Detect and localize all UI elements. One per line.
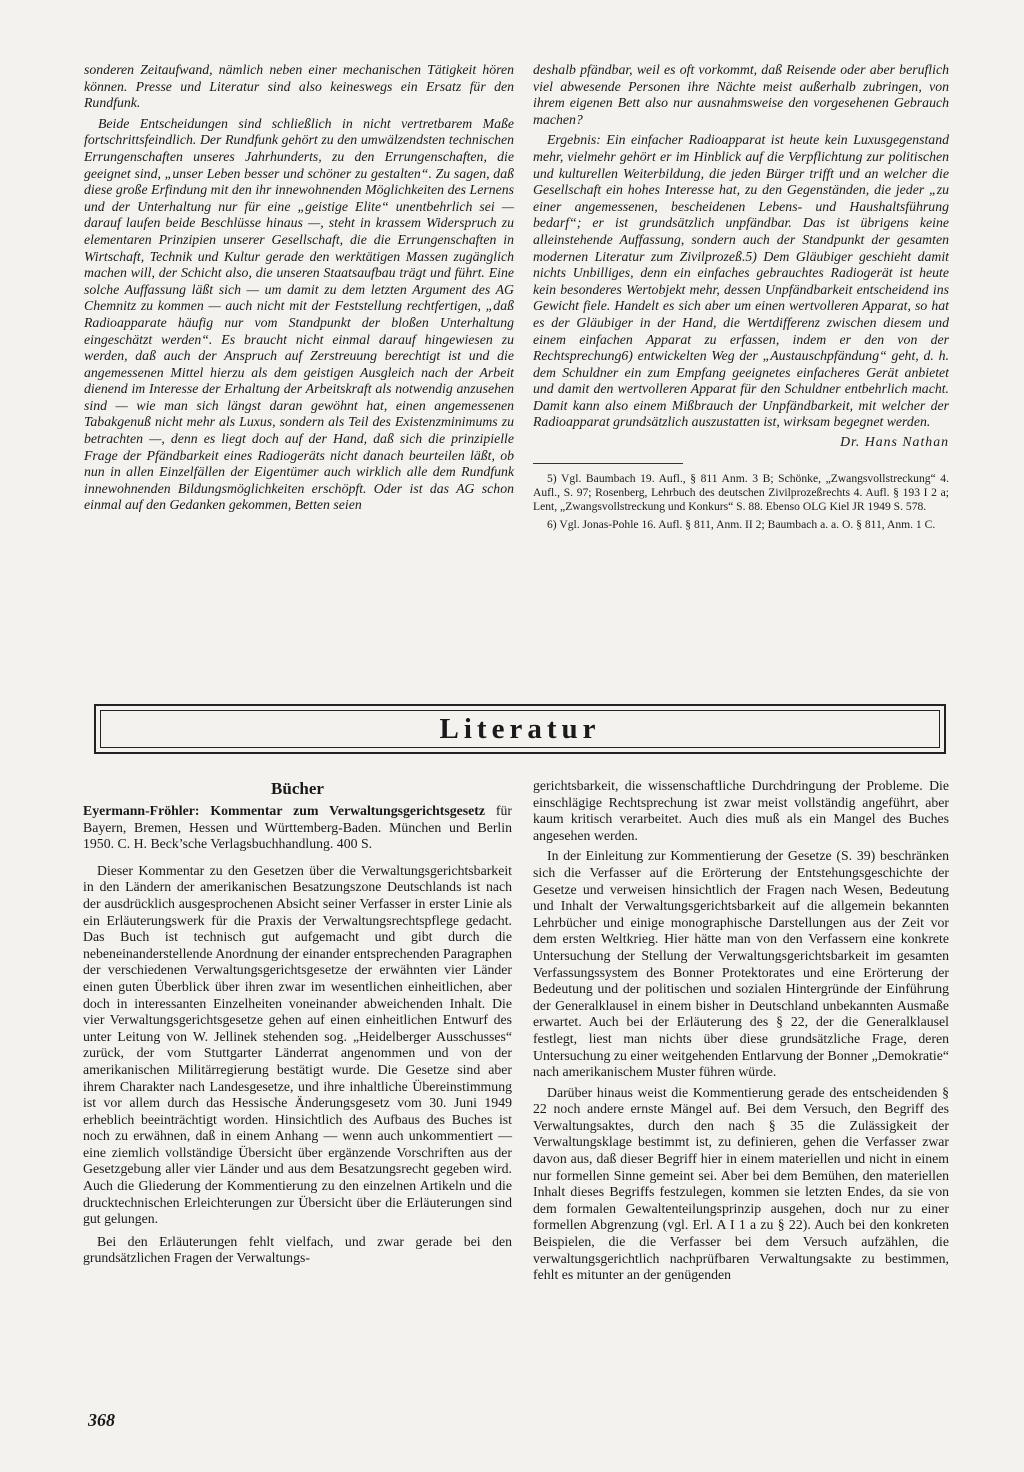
- book-title: Eyermann-Fröhler: Kommentar zum Verwaltungsgerichtsgesetz: [83, 803, 485, 818]
- column-right-bottom: [533, 778, 949, 1284]
- paragraph: sonderen Zeitaufwand, nämlich neben einer mechanischen Tätigkeit hören können. Presse und Literatur sind also keineswegs ein Ersatz für den Rundfunk.: [84, 62, 514, 111]
- section-banner: [94, 704, 946, 754]
- banner-inner-frame: [100, 710, 940, 748]
- section-title: Literatur: [439, 712, 601, 745]
- paragraph: gerichtsbarkeit, die wissenschaftliche Durchdringung der Probleme. Die einschlägige Rechtsprechung ist zwar meist vollständig angeführt, aber kaum kritisch verarbeitet. Auch dies muß als ein Mangel des Buches angesehen werden.: [533, 778, 949, 843]
- book-reference: [83, 803, 512, 853]
- footnote-6: 6) Vgl. Jonas-Pohle 16. Aufl. § 811, Anm. II 2; Baumbach a. a. O. § 811, Anm. 1 C.: [547, 517, 936, 531]
- page-number: 368: [88, 1410, 115, 1430]
- paragraph: Dieser Kommentar zu den Gesetzen über die Verwaltungsgerichtsbarkeit in den Ländern der amerikanischen Besatzungszone Deutschlands ist nach der ausdrücklich ausgesprochenen Absicht seiner Verfasser in erster Linie als ein Erläuterungswerk für die Praxis der Verwaltungsrechtspflege gedacht. Das Buch ist technisch gut aufgemacht und gibt durch die nebeneinanderstellende Anordnung der einander entsprechenden Paragraphen der verschiedenen Verwaltungsgerichtsgesetze der erwähnten vier Länder einen guten Überblick über ihren zwar im wesentlichen einheitlichen, aber doch in interessanten Einzelheiten voneinander abweichenden Inhalt. Die vier Verwaltungsgerichtsgesetze gehen auf einen einheitlichen Entwurf des unter Leitung von W. Jellinek stehenden sog. „Heidelberger Ausschusses“ zurück, der vom Stuttgarter Länderrat angenommen und von der amerikanischen Militärregierung bestätigt wurde. Die Gesetze sind aber ihrem Charakter nach Landesgesetze, und ihre inhaltliche Übereinstimmung ist vor allem durch das Hessische Änderungsgesetz vom 30. Juni 1949 erheblich beeinträchtigt worden. Hinsichtlich des Aufbaus des Buches ist noch zu erwähnen, daß in einem Anhang — wenn auch unkommentiert — eine ziemlich vollständige Übersicht über ergänzende Vorschriften aus der Gesetzgebung aller vier Länder und aus dem Besatzungsrecht gegeben wird. Auch die Gliederung der Kommentierung zu den einzelnen Artikeln und die drucktechnischen Erleichterungen zur Übersicht über die Erläuterungen sind gut gelungen.: [83, 862, 512, 1227]
- column-left-top: [84, 62, 514, 514]
- paragraph: Ergebnis: Ein einfacher Radioapparat ist heute kein Luxusgegenstand mehr, vielmehr gehört er im Hinblick auf die Verpflichtung zur politischen und kulturellen Weiterbildung, die jeden Bürger trifft und an welcher die Gesellschaft ein hohes Interesse hat, zu den Gegenständen, die jeder „zu einer angemessenen, bescheidenen Lebens- und Haushaltsführung bedarf“; er ist grundsätzlich unpfändbar. Das ist übrigens keine alleinstehende Auffassung, sondern auch der Standpunkt der gesamten modernen Literatur zum Zivilprozeß.5) Dem Gläubiger geschieht damit nichts Unbilliges, denn ein einfaches gebrauchtes Radiogerät ist heute kein besonderes Wertobjekt mehr, dessen Unpfändbarkeit entscheidend ins Gewicht fiele. Handelt es sich aber um einen wertvolleren Apparat, so hat es der Gläubiger in der Hand, die Wertdifferenz zwischen diesem und einem einfachen Apparat zu erfassen, indem er den von der Rechtsprechung6) entwickelten Weg der „Austauschpfändung“ geht, d. h. dem Schuldner ein zum Empfang geeignetes einfacheres Gerät anbietet und damit den wertvolleren Apparat für den Schuldner entbehrlich macht. Damit kann also einem Mißbrauch der Unpfändbarkeit, mit welcher der Radioapparat grundsätzlich auszustatten ist, wirksam begegnet werden.: [533, 132, 949, 430]
- paragraph: In der Einleitung zur Kommentierung der Gesetze (S. 39) beschränken sich die Verfasser auf die Erörterung der Entstehungsgeschichte der Gesetze und verweisen hinsichtlich der Fragen nach Wesen, Bedeutung und Inhalt der Verwaltungsgerichtsbarkeit auf die allgemein bekannten Lehrbücher und einige monographische Darstellungen aus der Zeit vor dem ersten Weltkrieg. Hier hätte man von den Verfassern eine konkrete Untersuchung der Stellung der Verwaltungsgerichtsbarkeit im gesamten Verfassungssystem des Bonner Protektorates und eine Erörterung der Bedeutung und der politischen und sozialen Hintergründe der Einführung der Generalklausel in einem bisher in Deutschland unbekannten Ausmaße erwartet. Auch bei der Erläuterung des § 22, der die Generalklausel festlegt, liest man nichts über diese grundsätzliche Frage, deren Untersuchung zu einer weitgehenden Entlarvung der Bonner „Demokratie“ nach amerikanischem Muster führen würde.: [533, 848, 949, 1080]
- column-right-top: [533, 62, 949, 532]
- paragraph: Beide Entscheidungen sind schließlich in nicht vertretbarem Maße fortschrittsfeindlich. Der Rundfunk gehört zu den umwälzendsten technischen Errungenschaften unseres Jahrhunderts, zu den Errungenschaften, die geeignet sind, „unser Leben besser und schöner zu gestalten“. Zu sagen, daß diese große Erfindung mit den ihr innewohnenden Möglichkeiten des Lernens und der Unterhaltung nur für eine „geistige Elite“ unentbehrlich sei — darauf laufen beide Beschlüsse hinaus —, steht in krassem Widerspruch zu elementaren Prinzipien unserer Gesellschaft, die die Errungenschaften in Wirtschaft, Technik und Kultur gerade den werktätigen Massen zugänglich machen will, der Schicht also, die unseren Staatsaufbau trägt und führt. Eine solche Auffassung läßt sich — um damit zu dem letzten Argument des AG Chemnitz zu kommen — auch nicht mit der Feststellung rechtfertigen, „daß Radioapparate häufig nur vom Standpunkt der bloßen Unterhaltung eingeschätzt werden“. Es braucht nicht einmal darauf hingewiesen zu werden, daß auch der Anspruch auf Zerstreuung berechtigt ist und die angemessenen Mittel hierzu als dem geistigen Ausgleich nach der Arbeit dienend im Interesse der Erhaltung der Arbeitskraft als notwendig anzusehen sind — wie man sich längst daran gewöhnt hat, einen angemessenen Tabakgenuß nicht mehr als Luxus, sondern als Teil des Existenzminimums zu betrachten —, denn es liegt doch auf der Hand, daß sich die prinzipielle Frage der Pfändbarkeit eines Radiogeräts nicht danach beurteilen läßt, ob nun in allen Einzelfällen der Eigentümer auch wirklich alle dem Rundfunk innewohnenden Bildungsmöglichkeiten erschöpft. Oder ist das AG schon einmal auf den Gedanken gekommen, Betten seien: [84, 115, 514, 513]
- paragraph: Darüber hinaus weist die Kommentierung gerade des entscheidenden § 22 noch andere ernste Mängel auf. Bei dem Versuch, den Begriff des Verwaltungsaktes, durch den nach § 35 die Zulässigkeit der Verwaltungsklage bestimmt ist, zu definieren, gehen die Verfasser zwar davon aus, daß dieser Begriff hier in einem materiellen und nicht in einem nur formellen Sinne gemeint sei. Aber bei dem Bemühen, den materiellen Inhalt dieses Begriffs festzulegen, kommen sie letzten Endes, da sie von dem formalen Gewaltenteilungsprinzip ausgehen, doch nur zu einer formellen Abgrenzung (vgl. Erl. A I 1 a zu § 22). Auch bei den konkreten Beispielen, die die Verfasser bei dem Versuch aufzählen, die verwaltungsgerichtlich nachprüfbaren Verwaltungsakte zu bestimmen, fehlt es mitunter an der genügenden: [533, 1084, 949, 1283]
- paragraph: Bei den Erläuterungen fehlt vielfach, und zwar gerade bei den grundsätzlichen Fragen der Verwaltungs-: [83, 1233, 512, 1266]
- footnote-divider: [533, 463, 683, 464]
- book-details: für Bayern, Bremen, Hessen und Württemberg-Baden. München und Berlin 1950. C. H. Beck’sche Verlagsbuchhandlung. 400 S.: [83, 803, 513, 852]
- subsection-heading: Bücher: [271, 779, 324, 798]
- paragraph: deshalb pfändbar, weil es oft vorkommt, daß Reisende oder aber beruflich viel abwesende Personen ihre Nächte meist außerhalb zubringen, von ihrem eigenen Bett also nur ausnahmsweise den vorgesehenen Gebrauch machen?: [533, 62, 949, 127]
- footnote-5: 5) Vgl. Baumbach 19. Aufl., § 811 Anm. 3 B; Schönke, „Zwangsvollstreckung“ 4. Aufl., S. 97; Rosenberg, Lehrbuch des deutschen Zivilprozeßrechts 4. Aufl. § 193 I 2 a; Lent, „Zwangsvollstreckung und Konkurs“ S. 88. Ebenso OLG Kiel JR 1949 S. 578.: [533, 471, 949, 513]
- column-left-bottom: [83, 778, 512, 1267]
- author-signature: Dr. Hans Nathan: [840, 434, 949, 450]
